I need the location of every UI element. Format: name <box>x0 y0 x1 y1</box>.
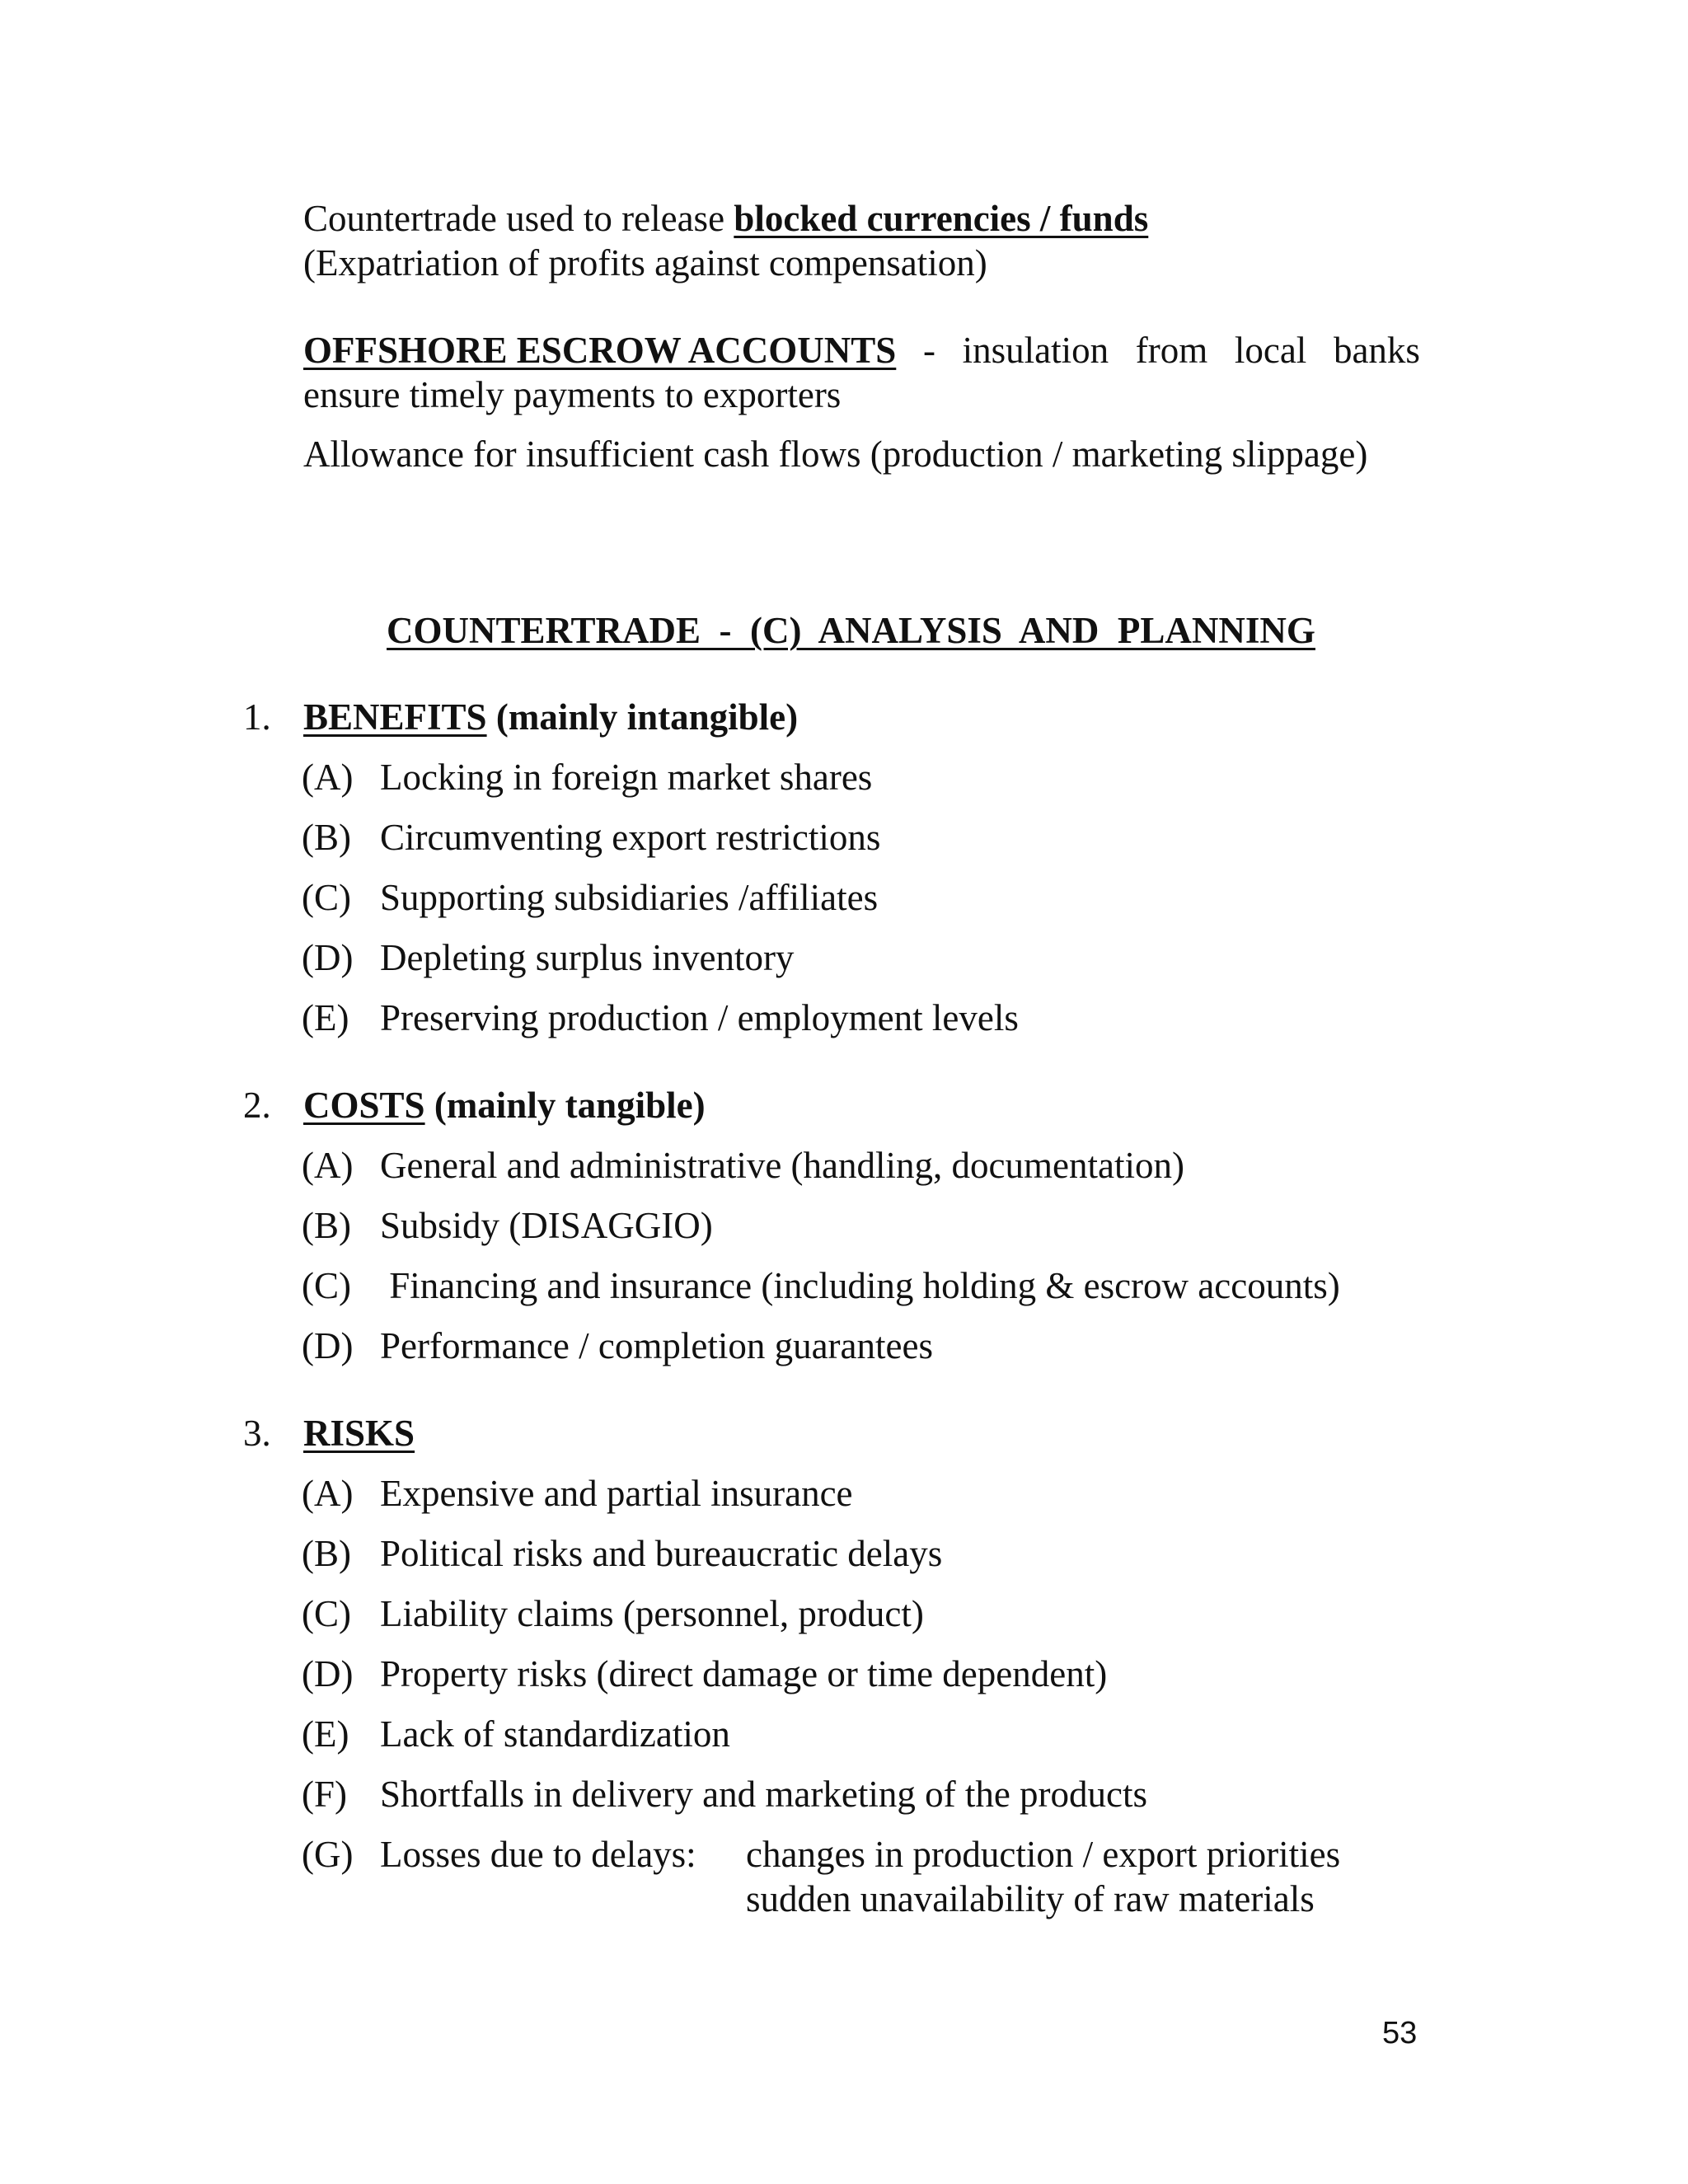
intro-line-1 <box>303 196 1148 241</box>
list-item: Property risks (direct damage or time dependent) <box>380 1653 1108 1694</box>
section-title-costs <box>303 1083 706 1127</box>
section-title-risks <box>303 1411 415 1455</box>
list-item-letter: (A) <box>302 1473 354 1514</box>
escrow-word: insulation <box>962 330 1109 371</box>
list-item: Expensive and partial insurance <box>380 1473 853 1514</box>
escrow-word: local <box>1234 330 1307 371</box>
list-item-letter: (E) <box>302 1713 349 1755</box>
escrow-word: - <box>922 330 935 371</box>
section-title-benefits <box>303 695 798 739</box>
list-item-letter: (B) <box>302 1533 351 1574</box>
section-title: BENEFITS <box>303 696 487 738</box>
allowance-line: Allowance for insufficient cash flows (production / marketing slippage) <box>303 434 1368 475</box>
list-item: Shortfalls in delivery and marketing of the products <box>380 1774 1148 1815</box>
delay-detail: changes in production / export priorities <box>746 1834 1341 1875</box>
section-number: 2. <box>243 1085 271 1126</box>
list-item-letter: (B) <box>302 817 351 858</box>
list-item: Circumventing export restrictions <box>380 817 881 858</box>
section-title: COSTS <box>303 1085 425 1126</box>
list-item: Liability claims (personnel, product) <box>380 1593 924 1634</box>
list-item-letter: (C) <box>302 1265 351 1306</box>
section-title: RISKS <box>303 1413 415 1454</box>
section-number: 3. <box>243 1413 271 1454</box>
list-item: Lack of standardization <box>380 1713 730 1755</box>
list-item: Depleting surplus inventory <box>380 937 795 978</box>
list-item: Political risks and bureaucratic delays <box>380 1533 943 1574</box>
intro-line-1-text: Countertrade used to release <box>303 198 734 239</box>
escrow-word: banks <box>1333 330 1420 371</box>
list-item-letter: (D) <box>302 937 354 978</box>
list-item-letter: (C) <box>302 1593 351 1634</box>
list-item-letter: (G) <box>302 1834 354 1875</box>
escrow-continuation: ensure timely payments to exporters <box>303 374 842 415</box>
intro-line-2: (Expatriation of profits against compensation) <box>303 242 987 284</box>
section-qualifier: (mainly intangible) <box>486 696 799 738</box>
list-item: Losses due to delays: <box>380 1834 696 1875</box>
list-item: Supporting subsidiaries /affiliates <box>380 877 879 918</box>
list-item: Subsidy (DISAGGIO) <box>380 1205 713 1246</box>
section-qualifier: (mainly tangible) <box>424 1085 706 1126</box>
blocked-currencies-emphasis: blocked currencies / funds <box>734 198 1149 239</box>
section-heading <box>0 564 1665 697</box>
list-item-letter: (D) <box>302 1325 354 1366</box>
escrow-word: from <box>1135 330 1208 371</box>
list-item-letter: (B) <box>302 1205 351 1246</box>
list-item-letter: (E) <box>302 997 349 1038</box>
list-item: Performance / completion guarantees <box>380 1325 933 1366</box>
page-number: 53 <box>1382 2016 1418 2050</box>
list-item: Locking in foreign market shares <box>380 757 873 798</box>
list-item: Preserving production / employment levels <box>380 997 1019 1038</box>
section-number: 1. <box>243 696 271 738</box>
escrow-line <box>303 328 1420 373</box>
list-item-letter: (F) <box>302 1774 347 1815</box>
list-item-letter: (A) <box>302 1145 354 1186</box>
list-item: Financing and insurance (including holding & escrow accounts) <box>380 1265 1340 1306</box>
section-heading-text: COUNTERTRADE - (C) ANALYSIS AND PLANNING <box>387 610 1315 651</box>
list-item-letter: (D) <box>302 1653 354 1694</box>
list-item-letter: (A) <box>302 757 354 798</box>
list-item: General and administrative (handling, documentation) <box>380 1145 1184 1186</box>
delay-detail: sudden unavailability of raw materials <box>746 1878 1315 1919</box>
list-item-letter: (C) <box>302 877 351 918</box>
escrow-title: OFFSHORE ESCROW ACCOUNTS <box>303 330 897 371</box>
